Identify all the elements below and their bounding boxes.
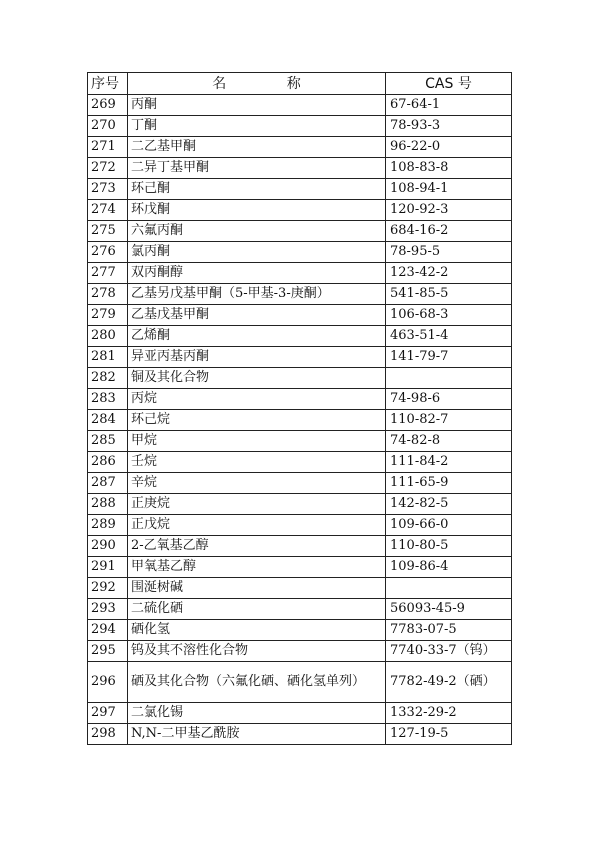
substance-name: 双丙酮醇 bbox=[128, 263, 386, 284]
table-row bbox=[88, 137, 512, 158]
row-number: 297 bbox=[88, 703, 128, 724]
row-number: 298 bbox=[88, 724, 128, 745]
table-row bbox=[88, 662, 512, 703]
substance-name: 辛烷 bbox=[128, 473, 386, 494]
cas-number: 684-16-2 bbox=[386, 221, 512, 242]
row-number: 296 bbox=[88, 662, 128, 703]
row-number: 271 bbox=[88, 137, 128, 158]
cas-number: 541-85-5 bbox=[386, 284, 512, 305]
substance-name: 环己酮 bbox=[128, 179, 386, 200]
substance-name: 丙酮 bbox=[128, 95, 386, 116]
substance-name: 二氯化锡 bbox=[128, 703, 386, 724]
cas-number: 67-64-1 bbox=[386, 95, 512, 116]
substance-name: 2-乙氧基乙醇 bbox=[128, 536, 386, 557]
table-row bbox=[88, 347, 512, 368]
table-row bbox=[88, 326, 512, 347]
table-row bbox=[88, 116, 512, 137]
cas-number: 7783-07-5 bbox=[386, 620, 512, 641]
table-row bbox=[88, 473, 512, 494]
table-row bbox=[88, 410, 512, 431]
table-row bbox=[88, 452, 512, 473]
table-row bbox=[88, 305, 512, 326]
cas-number: 109-86-4 bbox=[386, 557, 512, 578]
table-row bbox=[88, 221, 512, 242]
substance-name: 甲氧基乙醇 bbox=[128, 557, 386, 578]
substance-name: 围涎树碱 bbox=[128, 578, 386, 599]
substance-name: 乙烯酮 bbox=[128, 326, 386, 347]
substance-name: 异亚丙基丙酮 bbox=[128, 347, 386, 368]
substance-name: 硒化氢 bbox=[128, 620, 386, 641]
substance-name: 氯丙酮 bbox=[128, 242, 386, 263]
substance-name: 二硫化硒 bbox=[128, 599, 386, 620]
table-row bbox=[88, 724, 512, 745]
cas-number: 108-83-8 bbox=[386, 158, 512, 179]
table-body bbox=[88, 95, 512, 745]
cas-number: 141-79-7 bbox=[386, 347, 512, 368]
row-number: 282 bbox=[88, 368, 128, 389]
cas-number: 74-98-6 bbox=[386, 389, 512, 410]
cas-number: 120-92-3 bbox=[386, 200, 512, 221]
row-number: 274 bbox=[88, 200, 128, 221]
row-number: 283 bbox=[88, 389, 128, 410]
table-row bbox=[88, 620, 512, 641]
header-cas: CAS 号 bbox=[386, 73, 512, 95]
header-name bbox=[128, 73, 386, 95]
row-number: 286 bbox=[88, 452, 128, 473]
row-number: 288 bbox=[88, 494, 128, 515]
table-row bbox=[88, 641, 512, 662]
substance-name: 乙基戊基甲酮 bbox=[128, 305, 386, 326]
cas-number: 96-22-0 bbox=[386, 137, 512, 158]
row-number: 277 bbox=[88, 263, 128, 284]
header-name-text: 名 称 bbox=[212, 75, 329, 92]
substance-name: 铜及其化合物 bbox=[128, 368, 386, 389]
cas-number: 7740-33-7（钨） bbox=[386, 641, 512, 662]
table-row bbox=[88, 179, 512, 200]
table-row bbox=[88, 494, 512, 515]
table-row bbox=[88, 263, 512, 284]
cas-number: 74-82-8 bbox=[386, 431, 512, 452]
row-number: 295 bbox=[88, 641, 128, 662]
row-number: 287 bbox=[88, 473, 128, 494]
cas-number: 111-65-9 bbox=[386, 473, 512, 494]
table-row bbox=[88, 557, 512, 578]
row-number: 294 bbox=[88, 620, 128, 641]
cas-number: 78-93-3 bbox=[386, 116, 512, 137]
table-row bbox=[88, 578, 512, 599]
cas-number: 127-19-5 bbox=[386, 724, 512, 745]
row-number: 273 bbox=[88, 179, 128, 200]
row-number: 275 bbox=[88, 221, 128, 242]
table-row bbox=[88, 95, 512, 116]
chemical-table bbox=[87, 72, 512, 745]
header-no: 序号 bbox=[88, 73, 128, 95]
row-number: 278 bbox=[88, 284, 128, 305]
table-row bbox=[88, 389, 512, 410]
row-number: 281 bbox=[88, 347, 128, 368]
row-number: 279 bbox=[88, 305, 128, 326]
row-number: 289 bbox=[88, 515, 128, 536]
row-number: 291 bbox=[88, 557, 128, 578]
cas-number: 109-66-0 bbox=[386, 515, 512, 536]
cas-number: 110-80-5 bbox=[386, 536, 512, 557]
table-row bbox=[88, 703, 512, 724]
table-row bbox=[88, 368, 512, 389]
substance-name: N,N-二甲基乙酰胺 bbox=[128, 724, 386, 745]
row-number: 285 bbox=[88, 431, 128, 452]
table-row bbox=[88, 515, 512, 536]
cas-number bbox=[386, 368, 512, 389]
row-number: 269 bbox=[88, 95, 128, 116]
cas-number: 123-42-2 bbox=[386, 263, 512, 284]
substance-name: 硒及其化合物（六氟化硒、硒化氢单列） bbox=[128, 662, 386, 703]
substance-name: 钨及其不溶性化合物 bbox=[128, 641, 386, 662]
table-row bbox=[88, 242, 512, 263]
table-header-row bbox=[88, 73, 512, 95]
substance-name: 丙烷 bbox=[128, 389, 386, 410]
row-number: 270 bbox=[88, 116, 128, 137]
cas-number: 108-94-1 bbox=[386, 179, 512, 200]
cas-number: 106-68-3 bbox=[386, 305, 512, 326]
cas-number bbox=[386, 578, 512, 599]
substance-name: 壬烷 bbox=[128, 452, 386, 473]
cas-number: 463-51-4 bbox=[386, 326, 512, 347]
table-row bbox=[88, 284, 512, 305]
cas-number: 110-82-7 bbox=[386, 410, 512, 431]
row-number: 276 bbox=[88, 242, 128, 263]
row-number: 280 bbox=[88, 326, 128, 347]
row-number: 293 bbox=[88, 599, 128, 620]
substance-name: 环戊酮 bbox=[128, 200, 386, 221]
row-number: 284 bbox=[88, 410, 128, 431]
table-row bbox=[88, 200, 512, 221]
substance-name: 乙基另戊基甲酮（5-甲基-3-庚酮） bbox=[128, 284, 386, 305]
cas-number: 142-82-5 bbox=[386, 494, 512, 515]
substance-name: 二乙基甲酮 bbox=[128, 137, 386, 158]
substance-name: 正庚烷 bbox=[128, 494, 386, 515]
substance-name: 正戊烷 bbox=[128, 515, 386, 536]
row-number: 292 bbox=[88, 578, 128, 599]
substance-name: 环己烷 bbox=[128, 410, 386, 431]
cas-number: 7782-49-2（硒） bbox=[386, 662, 512, 703]
row-number: 272 bbox=[88, 158, 128, 179]
table-row bbox=[88, 599, 512, 620]
substance-name: 二异丁基甲酮 bbox=[128, 158, 386, 179]
cas-number: 56093-45-9 bbox=[386, 599, 512, 620]
table-row bbox=[88, 158, 512, 179]
row-number: 290 bbox=[88, 536, 128, 557]
cas-number: 1332-29-2 bbox=[386, 703, 512, 724]
table-row bbox=[88, 536, 512, 557]
cas-number: 111-84-2 bbox=[386, 452, 512, 473]
substance-name: 丁酮 bbox=[128, 116, 386, 137]
table-row bbox=[88, 431, 512, 452]
substance-name: 甲烷 bbox=[128, 431, 386, 452]
substance-name: 六氟丙酮 bbox=[128, 221, 386, 242]
cas-number: 78-95-5 bbox=[386, 242, 512, 263]
